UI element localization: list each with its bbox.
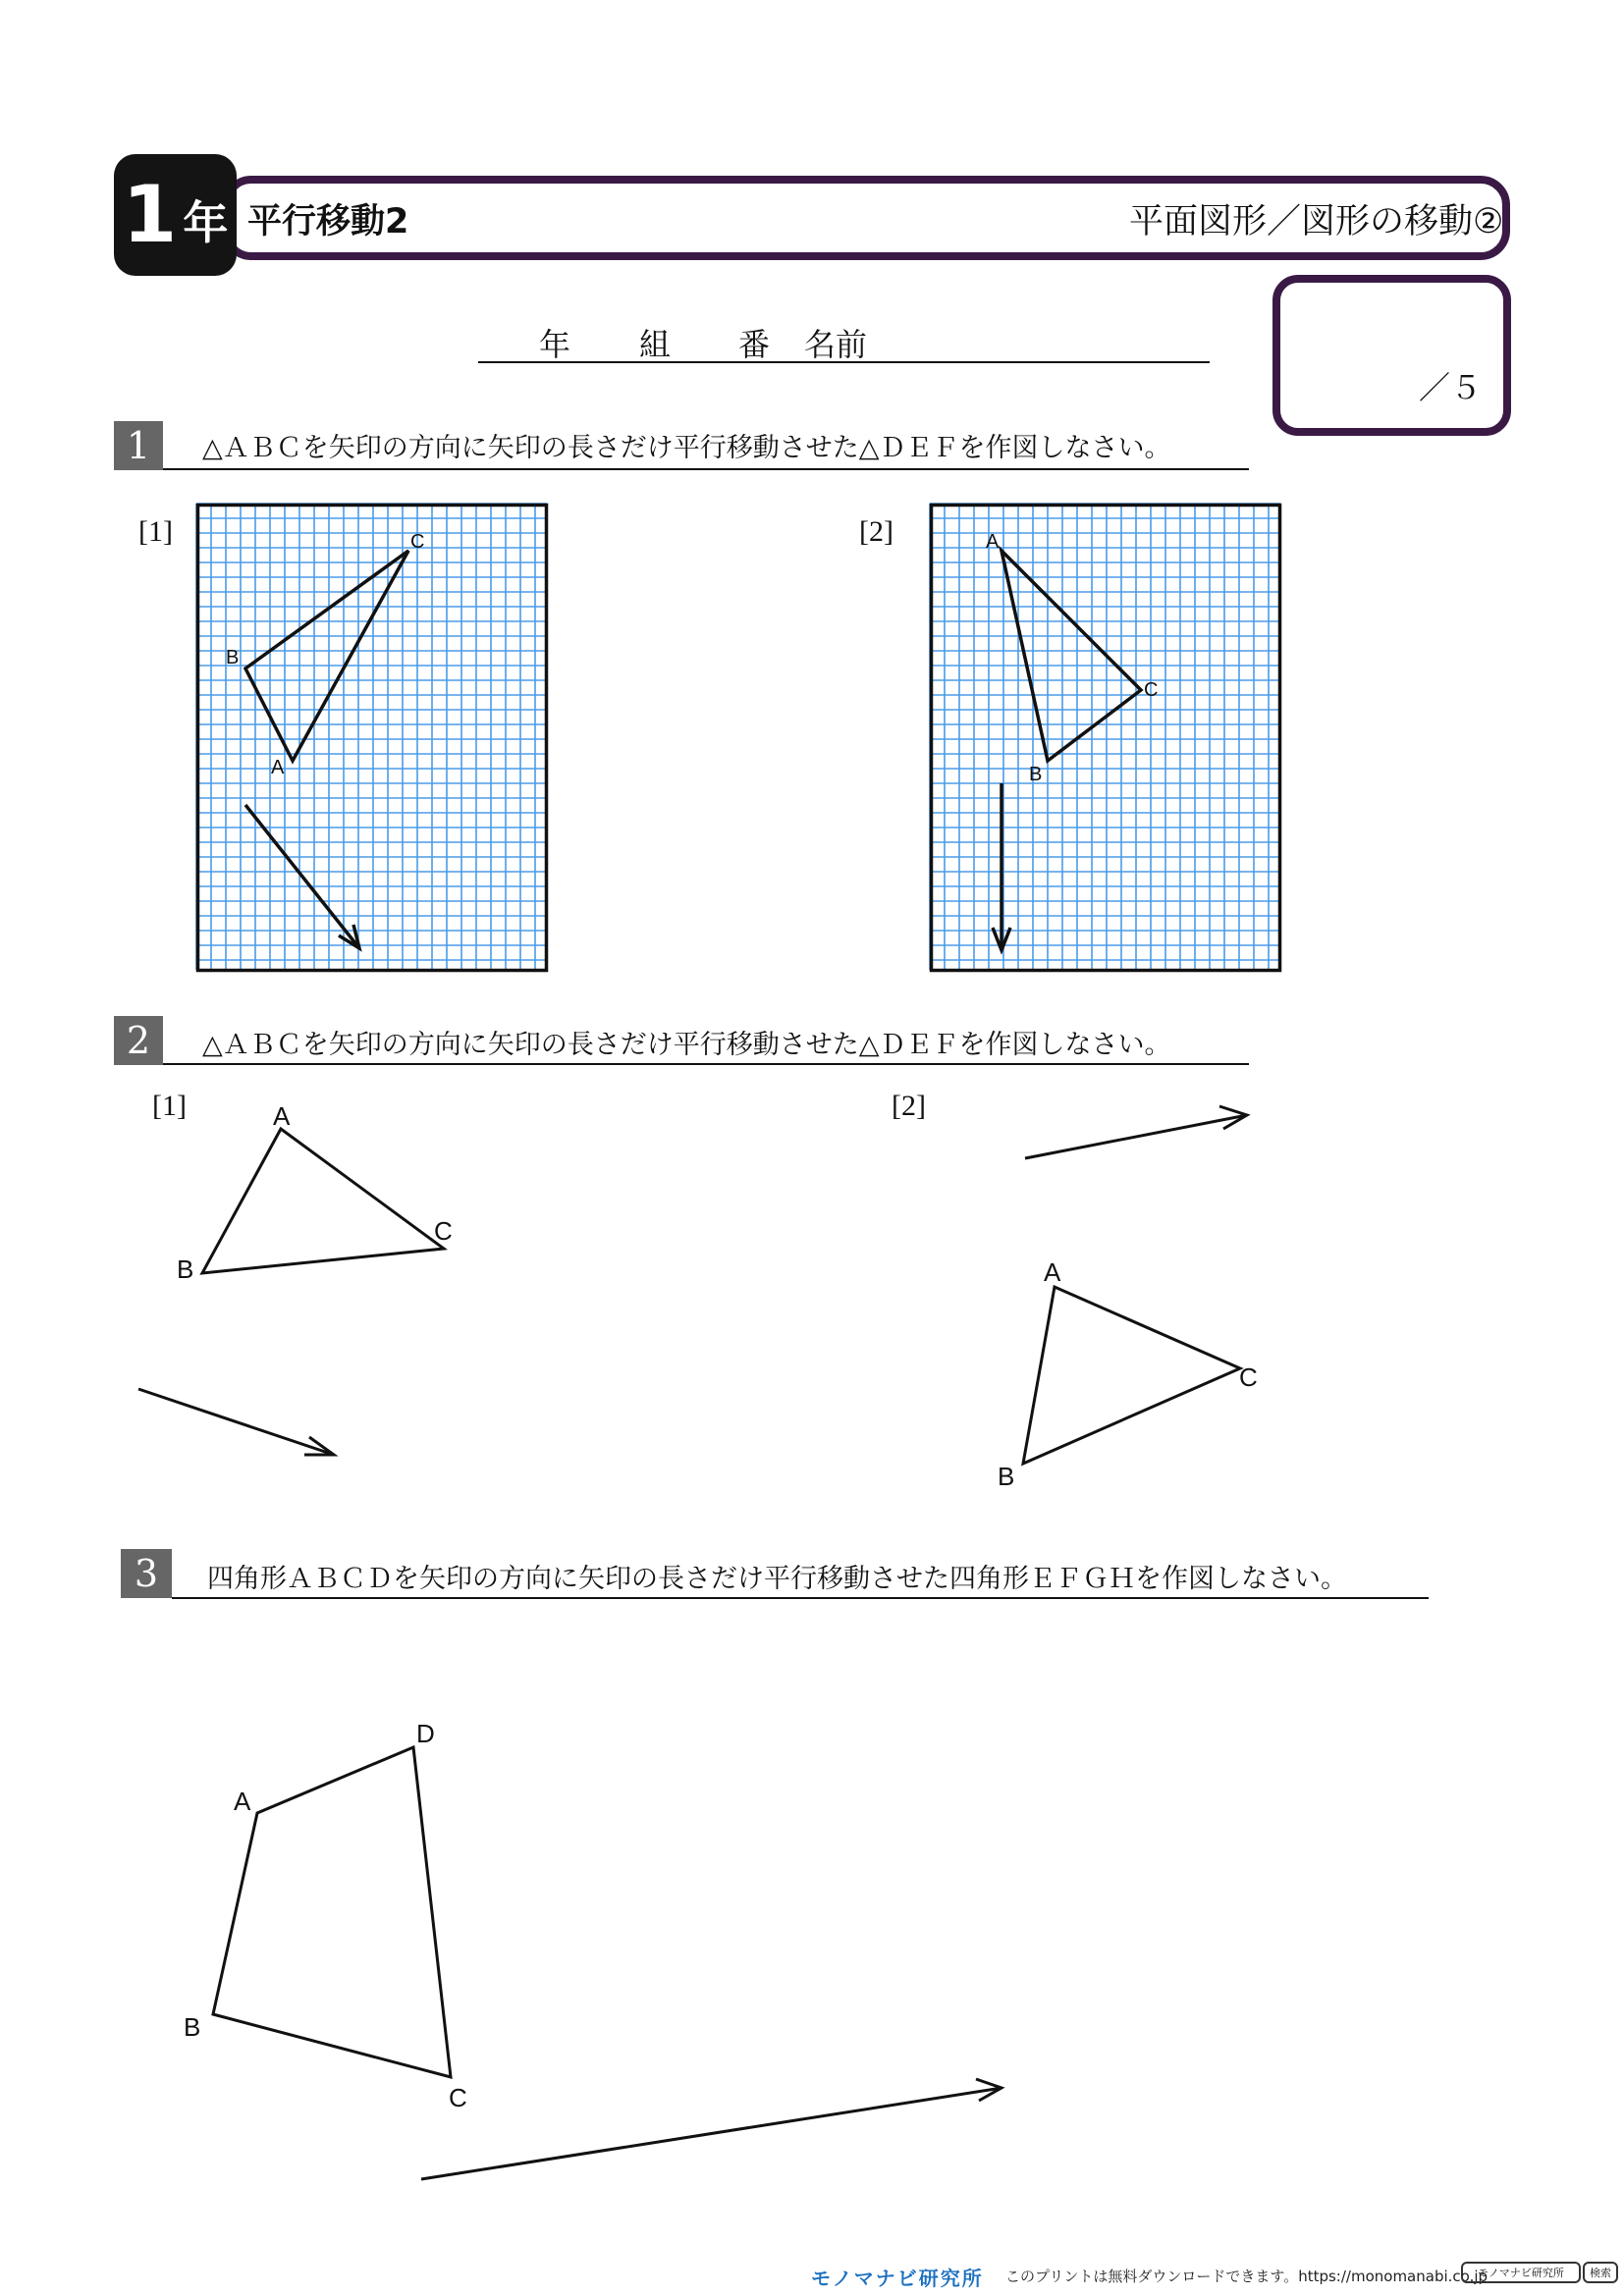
q1-part1-label-a: A — [271, 757, 285, 778]
year-label: 年 — [539, 326, 571, 363]
footer-search-button[interactable]: 検索 — [1583, 2262, 1618, 2283]
q3-label-b: B — [184, 2012, 201, 2042]
question-2-text: △ＡＢＣを矢印の方向に矢印の長さだけ平行移動させた△ＤＥＦを作図しなさい。 — [202, 1030, 1171, 1060]
q1-part2-label-b: B — [1029, 764, 1043, 785]
q2-part2-label-c: C — [1239, 1362, 1258, 1392]
question-3-text: 四角形ＡＢＣＤを矢印の方向に矢印の長さだけ平行移動させた四角形ＥＦＧＨを作図しなさい。 — [207, 1564, 1347, 1594]
q2-part1-label-b: B — [177, 1255, 194, 1284]
question-3-number: 3 — [121, 1549, 172, 1598]
q1-part1-label-c: C — [410, 531, 425, 553]
q1-part2-label-a: A — [986, 531, 1000, 553]
q3-label-a: A — [234, 1787, 251, 1816]
worksheet-category: 平面図形／図形の移動② — [1129, 202, 1504, 241]
q2-part2-label: [2] — [892, 1090, 926, 1122]
q2-part1-label-c: C — [434, 1216, 453, 1246]
q1-part2-label: [2] — [859, 515, 893, 548]
q1-part1-label: [1] — [138, 515, 173, 548]
footer-search-box[interactable]: モノマナビ研究所 — [1461, 2262, 1581, 2283]
grade-unit: 年 — [183, 196, 229, 249]
q1-part2-label-c: C — [1144, 679, 1159, 701]
class-label: 組 — [639, 326, 672, 363]
name-field-line[interactable] — [478, 312, 1210, 363]
grade-badge — [114, 154, 237, 276]
score-total: ／５ — [1418, 369, 1482, 406]
q2-part1-label: [1] — [152, 1090, 187, 1122]
q1-part1-label-b: B — [226, 647, 240, 668]
footer-download-text: このプリントは無料ダウンロードできます。https://monomanabi.co.jp — [1005, 2268, 1489, 2285]
q3-label-d: D — [416, 1719, 435, 1748]
q3-arrow — [421, 2079, 1001, 2179]
q2-part1-label-a: A — [273, 1101, 291, 1131]
number-label: 番 — [738, 326, 771, 363]
q2-part2-label-a: A — [1044, 1257, 1061, 1287]
q2-part2-label-b: B — [998, 1462, 1015, 1491]
question-2-number: 2 — [114, 1016, 163, 1065]
name-label: 名前 — [804, 326, 868, 363]
footer-brand-logo: モノマナビ研究所 — [811, 2267, 984, 2290]
question-1-number: 1 — [114, 421, 163, 470]
grade-number: 1 — [122, 169, 178, 260]
q3-label-c: C — [449, 2083, 467, 2112]
worksheet-title: 平行移動2 — [247, 202, 409, 241]
question-1-text: △ＡＢＣを矢印の方向に矢印の長さだけ平行移動させた△ＤＥＦを作図しなさい。 — [202, 433, 1171, 463]
